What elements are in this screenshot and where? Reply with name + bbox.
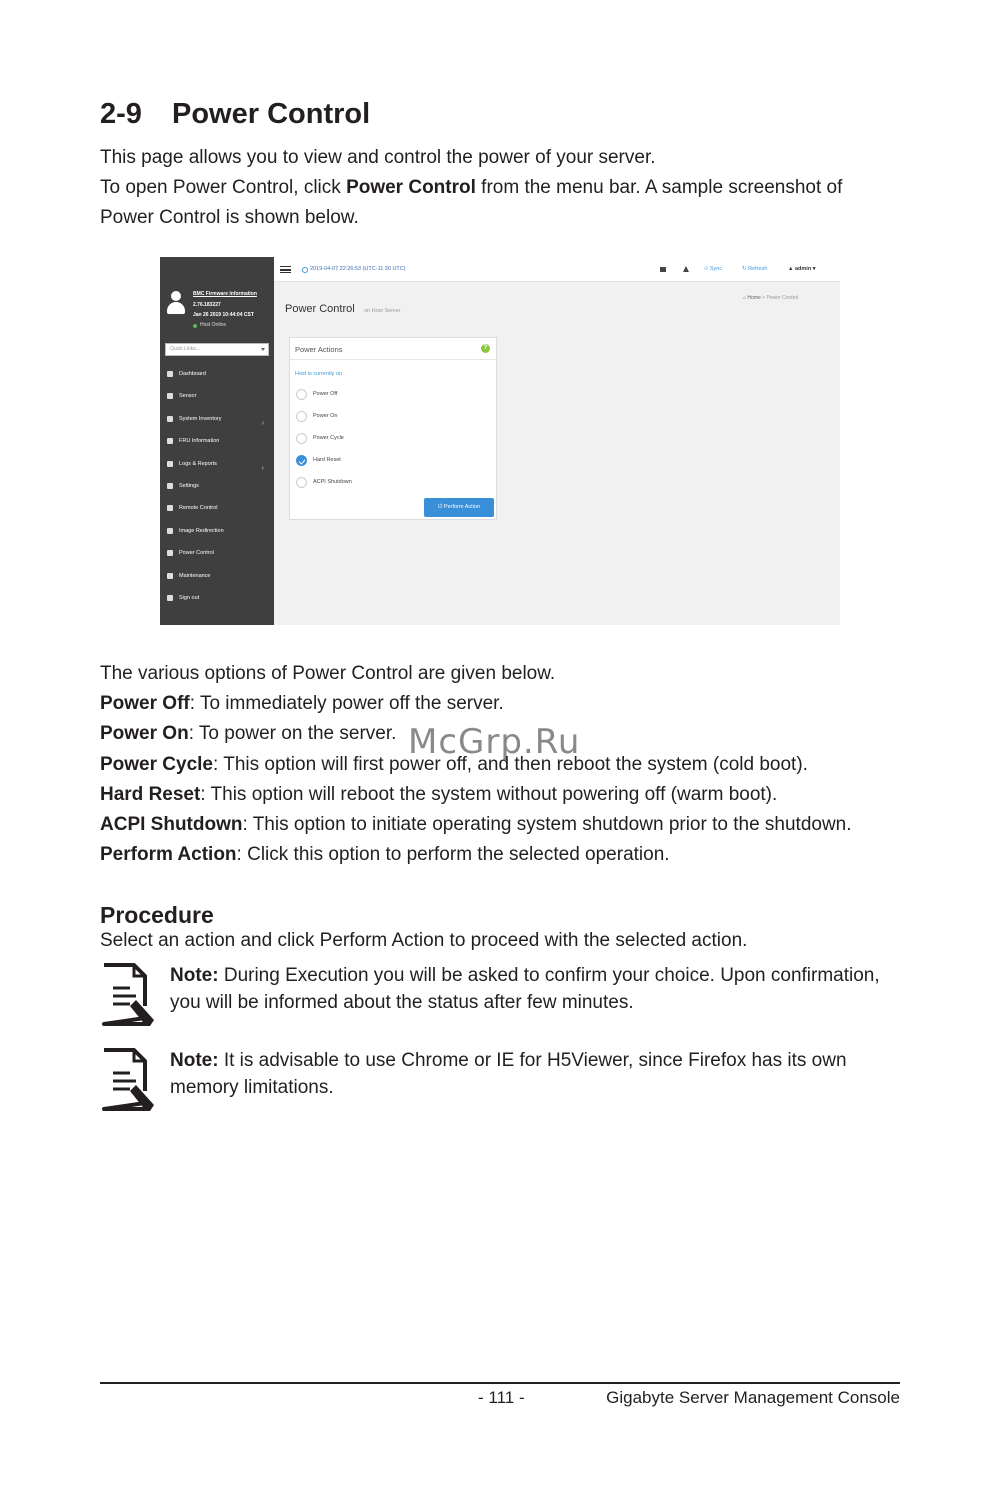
power-option-label: Power Off [313,391,338,397]
radio-button[interactable] [296,433,307,444]
help-icon[interactable]: ? [481,344,490,353]
chevron-right-icon: › [261,464,264,472]
breadcrumb-separator: > [762,295,766,301]
sidebar-item[interactable] [160,410,274,432]
perform-action-button[interactable]: ⏻ Perform Action [424,498,494,517]
option-description [100,810,900,840]
warning-icon[interactable] [683,266,689,272]
note-icon [100,962,156,1032]
power-option-label: Power Cycle [313,435,344,441]
sidebar-item-label: Image Redirection [179,527,224,534]
option-desc: : To power on the server. [188,723,397,745]
quick-links-select[interactable]: Quick Links... [165,343,269,356]
host-status: Host Online [200,322,227,328]
radio-button[interactable] [296,389,307,400]
chart-icon [167,461,173,467]
footer-rule [100,1382,900,1384]
option-description [100,689,900,719]
power-option[interactable] [296,477,476,489]
wrench-icon [167,573,173,579]
option-description [100,780,900,810]
intro-paragraph [100,143,900,233]
option-desc: : This option to initiate operating system shutdown prior to the shutdown. [242,813,852,835]
watermark: McGrp.Ru [408,722,581,762]
info-icon [167,416,173,422]
sidebar-item[interactable] [160,544,274,566]
section-title: Power Control [172,98,371,130]
power-option[interactable] [296,411,476,423]
power-control-screenshot [160,257,840,625]
option-desc: : To immediately power off the server. [189,693,504,715]
fw-info-link[interactable]: BMC Firmware Information [193,291,257,297]
breadcrumb [743,295,798,301]
sidebar-item[interactable] [160,387,274,409]
sensor-icon [167,393,173,399]
footer-title: Gigabyte Server Management Console [606,1388,900,1407]
sidebar-item-label: Settings [179,482,199,489]
sidebar-item[interactable] [160,365,274,387]
power-option-label: Power On [313,413,338,419]
panel-divider [290,359,496,360]
fw-version: 2.76.183227 [193,302,221,308]
sidebar-item[interactable] [160,432,274,454]
sidebar-item[interactable] [160,455,274,477]
power-option-label: Hard Reset [313,457,341,463]
section-number: 2-9 [100,98,142,130]
power-option[interactable] [296,455,476,467]
sidebar-item[interactable] [160,477,274,499]
sign-out-icon [167,595,173,601]
option-term: Power Cycle [100,753,213,775]
dashboard-icon [167,371,173,377]
power-actions-panel [289,337,497,520]
sidebar-item-label: FRU Information [179,438,220,445]
radio-button[interactable] [296,477,307,488]
note-icon [100,1047,156,1117]
page-subtitle: on Host Server [364,308,401,314]
option-desc: : Click this option to perform the selected operation. [236,844,670,866]
radio-button[interactable] [296,455,307,466]
option-term: Perform Action [100,844,237,866]
option-term: Power Off [100,693,190,715]
power-option-label: ACPI Shutdown [313,479,352,485]
intro-line-2: To open Power Control, click Power Control from the menu bar. A sample screenshot of Power Control is shown below. [100,177,843,228]
chevron-down-icon [261,348,265,351]
clock-icon [302,267,308,273]
sidebar-item[interactable] [160,499,274,521]
sidebar-item-label: Maintenance [179,572,211,579]
breadcrumb-home[interactable]: Home [747,295,761,301]
sidebar-item-label: Sign out [179,594,200,601]
sidebar-item[interactable] [160,589,274,611]
drive-icon [167,528,173,534]
gear-icon [167,483,173,489]
datetime: 2019-04-07 22:26:53 (UTC-11:30 UTC) [310,266,406,272]
options-list [100,659,900,870]
host-state: Host is currently on [295,371,343,377]
sidebar-item-label: Sensor [179,393,197,400]
info-icon [167,438,173,444]
sidebar-menu [160,365,274,611]
procedure-heading: Procedure [100,902,214,928]
sidebar-item-label: System Inventory [179,415,222,422]
procedure-text: Select an action and click Perform Action to proceed with the selected action. [100,930,748,951]
breadcrumb-current: Power Control [766,295,799,301]
sidebar-item[interactable] [160,522,274,544]
option-term: Hard Reset [100,783,201,805]
option-desc: : This option will reboot the system without powering off (warm boot). [200,783,778,805]
note-2-text: Note: It is advisable to use Chrome or IE for H5Viewer, since Firefox has its own memory limitations. [170,1050,847,1098]
fw-date: Jan 26 2019 10:44:04 CST [193,312,254,318]
option-desc: : This option will first power off, and then reboot the system (cold boot). [213,753,808,775]
sidebar-item[interactable] [160,567,274,589]
sidebar-item-label: Dashboard [179,371,206,377]
monitor-icon [167,505,173,511]
note-1-text: Note: During Execution you will be asked to confirm your choice. Upon confirmation, you will be informed about the status after few minutes. [170,965,880,1013]
page-title: Power Control [285,303,355,315]
online-status-icon [193,324,197,328]
home-icon: ⌂ [743,295,747,301]
radio-button[interactable] [296,411,307,422]
sidebar-item-label: Remote Control [179,505,218,512]
page-number: - 111 - [478,1388,525,1407]
option-description [100,840,900,870]
intro-line-1: This page allows you to view and control the power of your server. [100,147,656,168]
top-bar [274,257,840,282]
sync-button[interactable]: ⟐ Sync [704,266,723,272]
sidebar-item-label: Power Control [179,550,214,557]
options-intro: The various options of Power Control are given below. [100,663,556,684]
refresh-button[interactable]: ↻ Refresh [742,266,768,272]
panel-title: Power Actions [295,345,343,354]
chevron-right-icon: › [261,419,264,427]
sidebar-item-label: Logs & Reports [179,460,217,467]
option-term: Power On [100,723,189,745]
hamburger-menu-icon[interactable] [280,266,291,273]
option-term: ACPI Shutdown [100,813,243,835]
power-icon [167,550,173,556]
power-option[interactable] [296,389,476,401]
sidebar [160,257,274,625]
envelope-icon[interactable] [660,267,666,272]
user-menu[interactable]: ▲ admin ▾ [788,266,816,272]
section-heading [100,98,370,131]
power-option[interactable] [296,433,476,445]
user-avatar-icon [166,291,186,315]
